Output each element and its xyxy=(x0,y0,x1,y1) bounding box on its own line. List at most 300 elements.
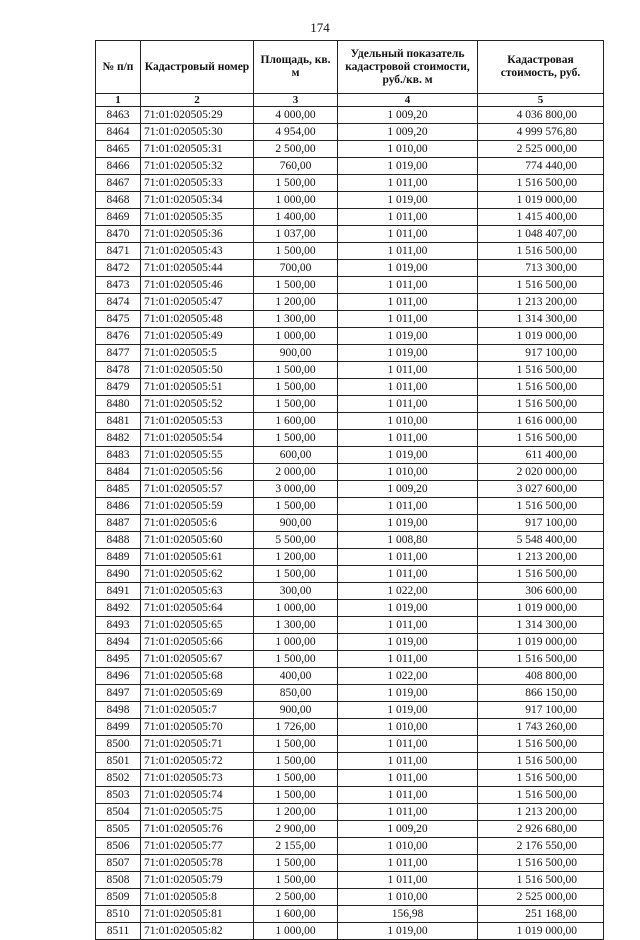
table-row xyxy=(96,549,604,566)
cost-cell: 1 516 500,00 xyxy=(478,277,604,294)
cadastral-number-cell: 71:01:020505:67 xyxy=(141,651,254,668)
cadastral-number-cell: 71:01:020505:66 xyxy=(141,634,254,651)
area-cell: 1 500,00 xyxy=(254,787,338,804)
cost-cell: 1 213 200,00 xyxy=(478,804,604,821)
cost-cell: 1 516 500,00 xyxy=(478,396,604,413)
cadastral-number-cell: 71:01:020505:78 xyxy=(141,855,254,872)
rate-cell: 1 011,00 xyxy=(338,617,478,634)
cost-cell: 713 300,00 xyxy=(478,260,604,277)
table-row xyxy=(96,430,604,447)
cost-cell: 774 440,00 xyxy=(478,158,604,175)
rate-cell: 1 008,80 xyxy=(338,532,478,549)
page-number: 174 xyxy=(310,20,330,35)
row-number-cell: 8485 xyxy=(96,481,141,498)
rate-cell: 1 010,00 xyxy=(338,838,478,855)
area-cell: 1 500,00 xyxy=(254,243,338,260)
column-number-row xyxy=(96,94,604,107)
row-number-cell: 8511 xyxy=(96,923,141,940)
cadastral-number-cell: 71:01:020505:43 xyxy=(141,243,254,260)
table-row xyxy=(96,396,604,413)
table-row xyxy=(96,498,604,515)
header-rate: Удельный показатель кадастровой стоимости, руб./кв. м xyxy=(338,41,478,94)
area-cell: 1 000,00 xyxy=(254,923,338,940)
rate-cell: 1 010,00 xyxy=(338,889,478,906)
cost-cell: 611 400,00 xyxy=(478,447,604,464)
cost-cell: 306 600,00 xyxy=(478,583,604,600)
row-number-cell: 8464 xyxy=(96,124,141,141)
area-cell: 1 200,00 xyxy=(254,549,338,566)
area-cell: 1 000,00 xyxy=(254,192,338,209)
rate-cell: 1 009,20 xyxy=(338,481,478,498)
area-cell: 1 500,00 xyxy=(254,396,338,413)
row-number-cell: 8470 xyxy=(96,226,141,243)
table-row xyxy=(96,192,604,209)
rate-cell: 1 019,00 xyxy=(338,260,478,277)
cadastral-number-cell: 71:01:020505:55 xyxy=(141,447,254,464)
cadastral-number-cell: 71:01:020505:30 xyxy=(141,124,254,141)
cadastral-number-cell: 71:01:020505:51 xyxy=(141,379,254,396)
row-number-cell: 8509 xyxy=(96,889,141,906)
rate-cell: 1 011,00 xyxy=(338,430,478,447)
table-row xyxy=(96,158,604,175)
cadastral-number-cell: 71:01:020505:50 xyxy=(141,362,254,379)
row-number-cell: 8498 xyxy=(96,702,141,719)
table-row xyxy=(96,379,604,396)
header-cadastral-number: Кадастровый номер xyxy=(141,41,254,94)
cost-cell: 1 516 500,00 xyxy=(478,430,604,447)
row-number-cell: 8474 xyxy=(96,294,141,311)
cadastral-number-cell: 71:01:020505:72 xyxy=(141,753,254,770)
cost-cell: 1 516 500,00 xyxy=(478,362,604,379)
cost-cell: 5 548 400,00 xyxy=(478,532,604,549)
area-cell: 1 037,00 xyxy=(254,226,338,243)
cost-cell: 3 027 600,00 xyxy=(478,481,604,498)
rate-cell: 1 011,00 xyxy=(338,498,478,515)
area-cell: 900,00 xyxy=(254,345,338,362)
cadastral-number-cell: 71:01:020505:52 xyxy=(141,396,254,413)
area-cell: 1 500,00 xyxy=(254,872,338,889)
cadastral-number-cell: 71:01:020505:59 xyxy=(141,498,254,515)
rate-cell: 1 010,00 xyxy=(338,464,478,481)
cadastral-number-cell: 71:01:020505:6 xyxy=(141,515,254,532)
area-cell: 1 500,00 xyxy=(254,736,338,753)
table-row xyxy=(96,821,604,838)
table-row xyxy=(96,243,604,260)
table-row xyxy=(96,277,604,294)
table-row xyxy=(96,702,604,719)
rate-cell: 1 011,00 xyxy=(338,549,478,566)
row-number-cell: 8493 xyxy=(96,617,141,634)
row-number-cell: 8497 xyxy=(96,685,141,702)
cadastral-number-cell: 71:01:020505:47 xyxy=(141,294,254,311)
rate-cell: 1 019,00 xyxy=(338,158,478,175)
area-cell: 600,00 xyxy=(254,447,338,464)
table-row xyxy=(96,328,604,345)
table-row xyxy=(96,260,604,277)
column-number: 2 xyxy=(141,94,254,107)
table-row xyxy=(96,311,604,328)
area-cell: 1 600,00 xyxy=(254,906,338,923)
rate-cell: 1 011,00 xyxy=(338,651,478,668)
header-row xyxy=(96,41,604,94)
table-row xyxy=(96,345,604,362)
area-cell: 1 500,00 xyxy=(254,651,338,668)
table-row xyxy=(96,362,604,379)
area-cell: 2 155,00 xyxy=(254,838,338,855)
area-cell: 2 900,00 xyxy=(254,821,338,838)
area-cell: 900,00 xyxy=(254,702,338,719)
area-cell: 400,00 xyxy=(254,668,338,685)
cadastral-number-cell: 71:01:020505:64 xyxy=(141,600,254,617)
cadastral-number-cell: 71:01:020505:75 xyxy=(141,804,254,821)
row-number-cell: 8501 xyxy=(96,753,141,770)
table-row xyxy=(96,447,604,464)
cost-cell: 1 516 500,00 xyxy=(478,243,604,260)
rate-cell: 1 019,00 xyxy=(338,634,478,651)
table-row xyxy=(96,226,604,243)
rate-cell: 1 011,00 xyxy=(338,243,478,260)
cost-cell: 917 100,00 xyxy=(478,702,604,719)
table-row xyxy=(96,209,604,226)
cadastral-number-cell: 71:01:020505:34 xyxy=(141,192,254,209)
row-number-cell: 8482 xyxy=(96,430,141,447)
cost-cell: 1 019 000,00 xyxy=(478,600,604,617)
cost-cell: 2 176 550,00 xyxy=(478,838,604,855)
table-row xyxy=(96,838,604,855)
area-cell: 1 500,00 xyxy=(254,362,338,379)
rate-cell: 1 022,00 xyxy=(338,668,478,685)
row-number-cell: 8475 xyxy=(96,311,141,328)
rate-cell: 1 010,00 xyxy=(338,719,478,736)
table-row xyxy=(96,566,604,583)
area-cell: 850,00 xyxy=(254,685,338,702)
table-row xyxy=(96,855,604,872)
table-row xyxy=(96,719,604,736)
cost-cell: 1 516 500,00 xyxy=(478,498,604,515)
cost-cell: 1 314 300,00 xyxy=(478,617,604,634)
rate-cell: 1 019,00 xyxy=(338,192,478,209)
row-number-cell: 8481 xyxy=(96,413,141,430)
column-number: 5 xyxy=(478,94,604,107)
cost-cell: 1 415 400,00 xyxy=(478,209,604,226)
cadastral-number-cell: 71:01:020505:81 xyxy=(141,906,254,923)
rate-cell: 1 011,00 xyxy=(338,872,478,889)
table-row xyxy=(96,804,604,821)
row-number-cell: 8484 xyxy=(96,464,141,481)
area-cell: 1 500,00 xyxy=(254,855,338,872)
cost-cell: 4 999 576,80 xyxy=(478,124,604,141)
cadastral-number-cell: 71:01:020505:48 xyxy=(141,311,254,328)
cadastral-number-cell: 71:01:020505:82 xyxy=(141,923,254,940)
area-cell: 1 500,00 xyxy=(254,175,338,192)
row-number-cell: 8480 xyxy=(96,396,141,413)
row-number-cell: 8468 xyxy=(96,192,141,209)
row-number-cell: 8506 xyxy=(96,838,141,855)
rate-cell: 1 011,00 xyxy=(338,855,478,872)
table-row xyxy=(96,753,604,770)
cost-cell: 2 525 000,00 xyxy=(478,889,604,906)
row-number-cell: 8508 xyxy=(96,872,141,889)
column-number: 3 xyxy=(254,94,338,107)
area-cell: 1 200,00 xyxy=(254,294,338,311)
rate-cell: 1 010,00 xyxy=(338,141,478,158)
area-cell: 1 500,00 xyxy=(254,379,338,396)
area-cell: 2 500,00 xyxy=(254,889,338,906)
cadastral-number-cell: 71:01:020505:53 xyxy=(141,413,254,430)
cadastral-number-cell: 71:01:020505:65 xyxy=(141,617,254,634)
cost-cell: 1 213 200,00 xyxy=(478,294,604,311)
cost-cell: 1 314 300,00 xyxy=(478,311,604,328)
row-number-cell: 8486 xyxy=(96,498,141,515)
rate-cell: 1 022,00 xyxy=(338,583,478,600)
row-number-cell: 8483 xyxy=(96,447,141,464)
row-number-cell: 8479 xyxy=(96,379,141,396)
cadastral-number-cell: 71:01:020505:31 xyxy=(141,141,254,158)
row-number-cell: 8463 xyxy=(96,107,141,124)
row-number-cell: 8492 xyxy=(96,600,141,617)
table-row xyxy=(96,413,604,430)
rate-cell: 1 011,00 xyxy=(338,311,478,328)
header-area: Площадь, кв. м xyxy=(254,41,338,94)
cadastral-number-cell: 71:01:020505:69 xyxy=(141,685,254,702)
row-number-cell: 8469 xyxy=(96,209,141,226)
cadastral-number-cell: 71:01:020505:5 xyxy=(141,345,254,362)
table-row xyxy=(96,515,604,532)
cost-cell: 1 516 500,00 xyxy=(478,770,604,787)
row-number-cell: 8478 xyxy=(96,362,141,379)
cost-cell: 251 168,00 xyxy=(478,906,604,923)
cadastral-number-cell: 71:01:020505:74 xyxy=(141,787,254,804)
row-number-cell: 8505 xyxy=(96,821,141,838)
table-body xyxy=(96,107,604,940)
cadastral-number-cell: 71:01:020505:63 xyxy=(141,583,254,600)
rate-cell: 1 011,00 xyxy=(338,566,478,583)
cost-cell: 1 019 000,00 xyxy=(478,634,604,651)
cost-cell: 2 926 680,00 xyxy=(478,821,604,838)
cadastral-number-cell: 71:01:020505:70 xyxy=(141,719,254,736)
row-number-cell: 8504 xyxy=(96,804,141,821)
cost-cell: 1 743 260,00 xyxy=(478,719,604,736)
area-cell: 2 000,00 xyxy=(254,464,338,481)
table-row xyxy=(96,617,604,634)
row-number-cell: 8487 xyxy=(96,515,141,532)
cadastral-number-cell: 71:01:020505:77 xyxy=(141,838,254,855)
cadastral-number-cell: 71:01:020505:32 xyxy=(141,158,254,175)
table-row xyxy=(96,583,604,600)
cadastral-number-cell: 71:01:020505:73 xyxy=(141,770,254,787)
table-row xyxy=(96,107,604,124)
rate-cell: 1 019,00 xyxy=(338,515,478,532)
cadastral-number-cell: 71:01:020505:61 xyxy=(141,549,254,566)
row-number-cell: 8491 xyxy=(96,583,141,600)
area-cell: 1 300,00 xyxy=(254,311,338,328)
cadastral-number-cell: 71:01:020505:71 xyxy=(141,736,254,753)
table-row xyxy=(96,685,604,702)
area-cell: 1 500,00 xyxy=(254,430,338,447)
rate-cell: 1 011,00 xyxy=(338,277,478,294)
rate-cell: 1 011,00 xyxy=(338,362,478,379)
rate-cell: 1 011,00 xyxy=(338,175,478,192)
row-number-cell: 8477 xyxy=(96,345,141,362)
cadastral-number-cell: 71:01:020505:56 xyxy=(141,464,254,481)
table-row xyxy=(96,294,604,311)
area-cell: 3 000,00 xyxy=(254,481,338,498)
cost-cell: 1 048 407,00 xyxy=(478,226,604,243)
cost-cell: 2 525 000,00 xyxy=(478,141,604,158)
row-number-cell: 8496 xyxy=(96,668,141,685)
row-number-cell: 8488 xyxy=(96,532,141,549)
rate-cell: 1 019,00 xyxy=(338,447,478,464)
rate-cell: 1 011,00 xyxy=(338,294,478,311)
table-row xyxy=(96,600,604,617)
area-cell: 1 200,00 xyxy=(254,804,338,821)
table-row xyxy=(96,634,604,651)
row-number-cell: 8502 xyxy=(96,770,141,787)
cost-cell: 1 516 500,00 xyxy=(478,175,604,192)
table-row xyxy=(96,141,604,158)
header-num: № п/п xyxy=(96,41,141,94)
row-number-cell: 8473 xyxy=(96,277,141,294)
row-number-cell: 8465 xyxy=(96,141,141,158)
rate-cell: 1 019,00 xyxy=(338,702,478,719)
cost-cell: 1 019 000,00 xyxy=(478,328,604,345)
rate-cell: 156,98 xyxy=(338,906,478,923)
cost-cell: 866 150,00 xyxy=(478,685,604,702)
rate-cell: 1 019,00 xyxy=(338,600,478,617)
cost-cell: 1 516 500,00 xyxy=(478,855,604,872)
rate-cell: 1 011,00 xyxy=(338,379,478,396)
cost-cell: 1 616 000,00 xyxy=(478,413,604,430)
row-number-cell: 8507 xyxy=(96,855,141,872)
area-cell: 5 500,00 xyxy=(254,532,338,549)
cadastral-number-cell: 71:01:020505:8 xyxy=(141,889,254,906)
table-row xyxy=(96,464,604,481)
table-row xyxy=(96,668,604,685)
cost-cell: 917 100,00 xyxy=(478,345,604,362)
table-row xyxy=(96,923,604,940)
table-row xyxy=(96,175,604,192)
column-number: 1 xyxy=(96,94,141,107)
area-cell: 1 500,00 xyxy=(254,566,338,583)
cadastral-number-cell: 71:01:020505:54 xyxy=(141,430,254,447)
rate-cell: 1 009,20 xyxy=(338,107,478,124)
rate-cell: 1 019,00 xyxy=(338,345,478,362)
area-cell: 1 500,00 xyxy=(254,770,338,787)
row-number-cell: 8503 xyxy=(96,787,141,804)
rate-cell: 1 011,00 xyxy=(338,787,478,804)
table-row xyxy=(96,906,604,923)
cadastral-number-cell: 71:01:020505:49 xyxy=(141,328,254,345)
rate-cell: 1 019,00 xyxy=(338,328,478,345)
area-cell: 1 000,00 xyxy=(254,634,338,651)
rate-cell: 1 009,20 xyxy=(338,124,478,141)
area-cell: 1 000,00 xyxy=(254,328,338,345)
table-row xyxy=(96,124,604,141)
cadastral-number-cell: 71:01:020505:57 xyxy=(141,481,254,498)
rate-cell: 1 011,00 xyxy=(338,736,478,753)
row-number-cell: 8499 xyxy=(96,719,141,736)
cadastral-number-cell: 71:01:020505:79 xyxy=(141,872,254,889)
rate-cell: 1 009,20 xyxy=(338,821,478,838)
row-number-cell: 8490 xyxy=(96,566,141,583)
table-row xyxy=(96,889,604,906)
cadastral-value-table xyxy=(95,40,604,940)
rate-cell: 1 010,00 xyxy=(338,413,478,430)
table-row xyxy=(96,736,604,753)
cost-cell: 917 100,00 xyxy=(478,515,604,532)
cost-cell: 4 036 800,00 xyxy=(478,107,604,124)
rate-cell: 1 011,00 xyxy=(338,209,478,226)
cost-cell: 2 020 000,00 xyxy=(478,464,604,481)
area-cell: 900,00 xyxy=(254,515,338,532)
cost-cell: 1 516 500,00 xyxy=(478,379,604,396)
cadastral-number-cell: 71:01:020505:60 xyxy=(141,532,254,549)
cadastral-number-cell: 71:01:020505:62 xyxy=(141,566,254,583)
row-number-cell: 8476 xyxy=(96,328,141,345)
area-cell: 300,00 xyxy=(254,583,338,600)
rate-cell: 1 019,00 xyxy=(338,685,478,702)
area-cell: 1 000,00 xyxy=(254,600,338,617)
header-cost: Кадастровая стоимость, руб. xyxy=(478,41,604,94)
row-number-cell: 8467 xyxy=(96,175,141,192)
cost-cell: 1 019 000,00 xyxy=(478,192,604,209)
rate-cell: 1 011,00 xyxy=(338,770,478,787)
cost-cell: 1 516 500,00 xyxy=(478,566,604,583)
cadastral-number-cell: 71:01:020505:36 xyxy=(141,226,254,243)
row-number-cell: 8489 xyxy=(96,549,141,566)
cadastral-number-cell: 71:01:020505:33 xyxy=(141,175,254,192)
row-number-cell: 8471 xyxy=(96,243,141,260)
row-number-cell: 8466 xyxy=(96,158,141,175)
cost-cell: 1 516 500,00 xyxy=(478,651,604,668)
cost-cell: 1 019 000,00 xyxy=(478,923,604,940)
area-cell: 1 726,00 xyxy=(254,719,338,736)
table-row xyxy=(96,481,604,498)
column-number: 4 xyxy=(338,94,478,107)
table-row xyxy=(96,770,604,787)
area-cell: 4 954,00 xyxy=(254,124,338,141)
area-cell: 2 500,00 xyxy=(254,141,338,158)
area-cell: 1 500,00 xyxy=(254,498,338,515)
rate-cell: 1 019,00 xyxy=(338,923,478,940)
area-cell: 4 000,00 xyxy=(254,107,338,124)
rate-cell: 1 011,00 xyxy=(338,396,478,413)
table-row xyxy=(96,872,604,889)
cadastral-number-cell: 71:01:020505:29 xyxy=(141,107,254,124)
row-number-cell: 8494 xyxy=(96,634,141,651)
row-number-cell: 8495 xyxy=(96,651,141,668)
cadastral-number-cell: 71:01:020505:44 xyxy=(141,260,254,277)
area-cell: 1 300,00 xyxy=(254,617,338,634)
rate-cell: 1 011,00 xyxy=(338,226,478,243)
cadastral-number-cell: 71:01:020505:35 xyxy=(141,209,254,226)
table-row xyxy=(96,787,604,804)
cost-cell: 1 516 500,00 xyxy=(478,753,604,770)
cadastral-number-cell: 71:01:020505:46 xyxy=(141,277,254,294)
cadastral-number-cell: 71:01:020505:76 xyxy=(141,821,254,838)
cost-cell: 1 213 200,00 xyxy=(478,549,604,566)
cost-cell: 1 516 500,00 xyxy=(478,736,604,753)
table-row xyxy=(96,651,604,668)
area-cell: 1 500,00 xyxy=(254,753,338,770)
cost-cell: 1 516 500,00 xyxy=(478,872,604,889)
cost-cell: 1 516 500,00 xyxy=(478,787,604,804)
row-number-cell: 8510 xyxy=(96,906,141,923)
cadastral-number-cell: 71:01:020505:7 xyxy=(141,702,254,719)
rate-cell: 1 011,00 xyxy=(338,753,478,770)
rate-cell: 1 011,00 xyxy=(338,804,478,821)
area-cell: 700,00 xyxy=(254,260,338,277)
